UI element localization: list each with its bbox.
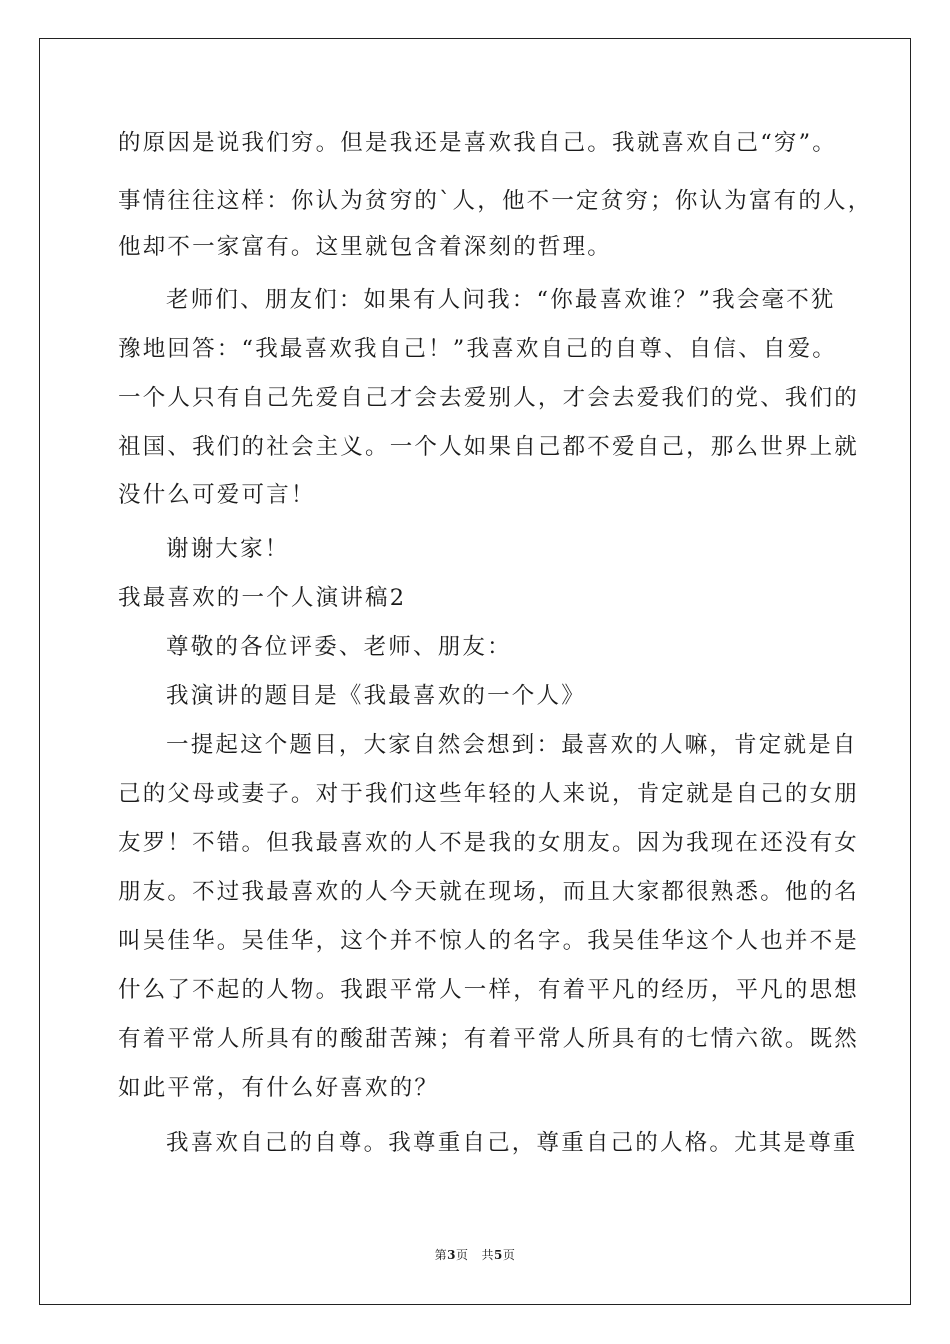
footer-page-word: 页 (456, 1248, 469, 1262)
text-line: 友罗！不错。但我最喜欢的人不是我的女朋友。因为我现在还没有女 (118, 830, 860, 856)
text-line: 叫吴佳华。吴佳华，这个并不惊人的名字。我吴佳华这个人也并不是 (118, 928, 860, 954)
text-line: 事情往往这样：你认为贫穷的`人，他不一定贫穷；你认为富有的人， (118, 188, 873, 214)
current-page-number: 3 (447, 1248, 456, 1262)
paragraph-first-line: 一提起这个题目，大家自然会想到：最喜欢的人嘛，肯定就是自 (166, 732, 858, 758)
footer-prefix: 第 (434, 1248, 448, 1262)
text-line: 他却不一家富有。这里就包含着深刻的哲理。 (118, 234, 613, 260)
text-line: 一个人只有自己先爱自己才会去爱别人，才会去爱我们的党、我们的 (118, 385, 860, 411)
text-line: 祖国、我们的社会主义。一个人如果自己都不爱自己，那么世界上就 (118, 434, 860, 460)
closing-line: 谢谢大家！ (166, 536, 290, 562)
text-line: 的原因是说我们穷。但是我还是喜欢我自己。我就喜欢自己“穷”。 (118, 130, 838, 156)
text-line: 没什么可爱可言！ (118, 482, 316, 508)
speech-topic: 我演讲的题目是《我最喜欢的一个人》 (166, 683, 586, 709)
total-pages-number: 5 (493, 1248, 503, 1262)
footer-total-suffix: 页 (502, 1248, 516, 1262)
paragraph-first-line: 老师们、朋友们：如果有人问我：“你最喜欢谁？”我会毫不犹 (166, 287, 836, 313)
page-footer (0, 1247, 950, 1263)
text-line: 朋友。不过我最喜欢的人今天就在现场，而且大家都很熟悉。他的名 (118, 879, 860, 905)
salutation: 尊敬的各位评委、老师、朋友： (166, 634, 512, 660)
text-line: 己的父母或妻子。对于我们这些年轻的人来说，肯定就是自己的女朋 (118, 781, 860, 807)
page-border (39, 38, 911, 1305)
section-heading: 我最喜欢的一个人演讲稿2 (118, 585, 407, 611)
footer-total-prefix: 共 (481, 1248, 494, 1262)
text-line: 什么了不起的人物。我跟平常人一样，有着平凡的经历，平凡的思想 (118, 977, 860, 1003)
paragraph-first-line: 我喜欢自己的自尊。我尊重自己，尊重自己的人格。尤其是尊重 (166, 1130, 858, 1156)
text-line: 如此平常，有什么好喜欢的？ (118, 1075, 440, 1101)
text-line: 有着平常人所具有的酸甜苦辣；有着平常人所具有的七情六欲。既然 (118, 1026, 860, 1052)
text-line: 豫地回答：“我最喜欢我自己！”我喜欢自己的自尊、自信、自爱。 (118, 336, 838, 362)
